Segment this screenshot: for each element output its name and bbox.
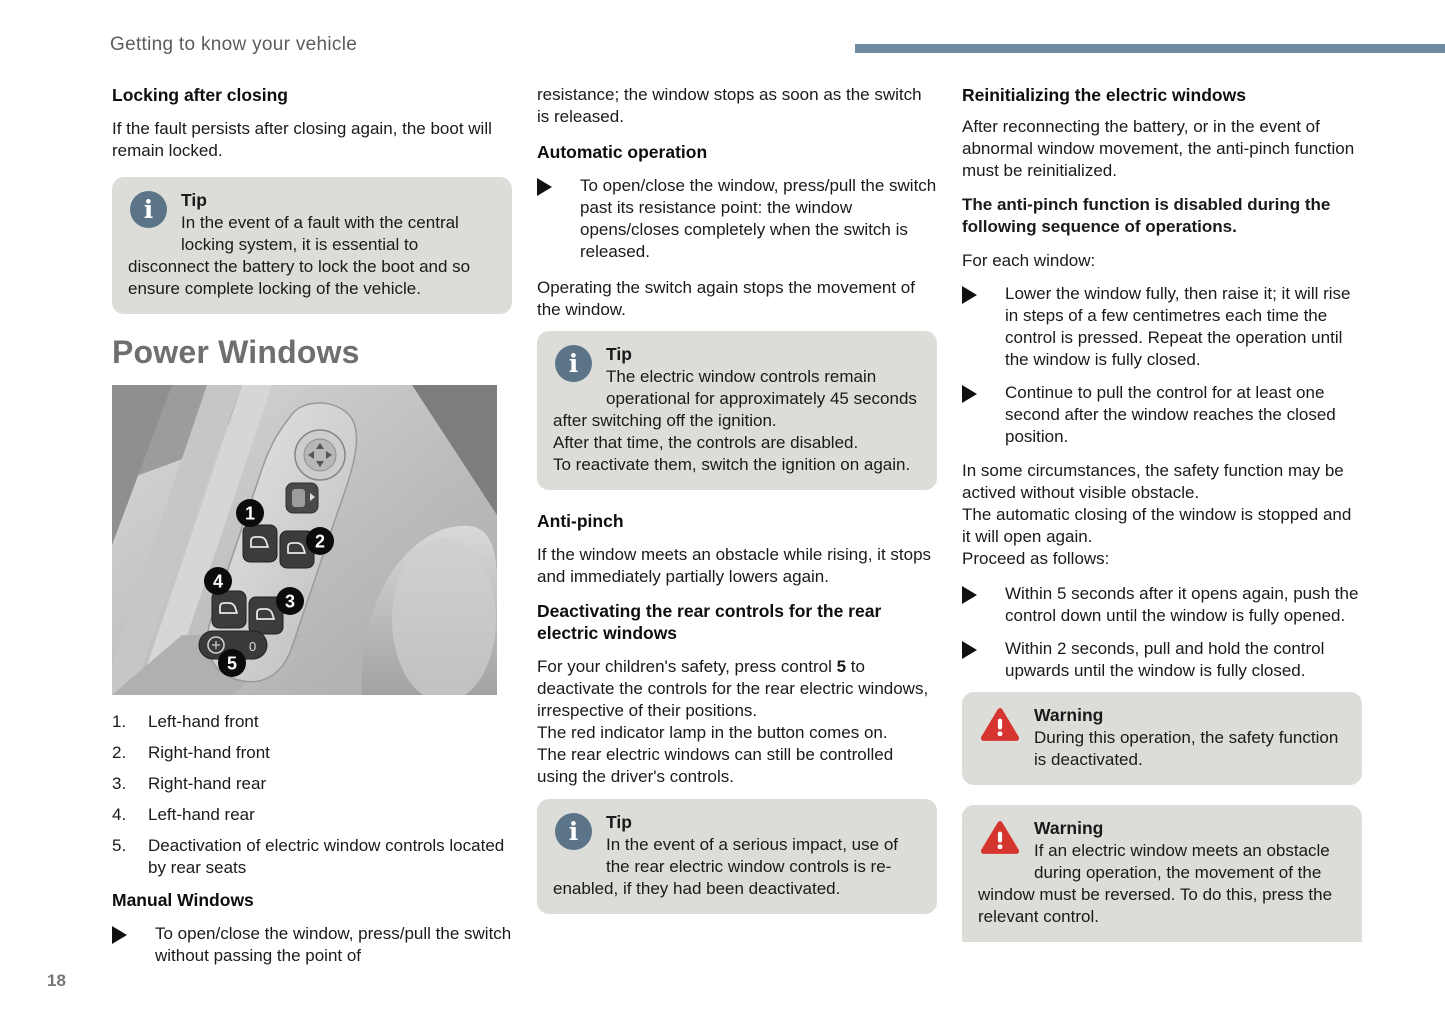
- instruction-bullet: [962, 583, 1362, 627]
- instruction-bullet: [537, 175, 937, 263]
- paragraph: resistance; the window stops as soon as the switch is released.: [537, 85, 922, 126]
- heading-manual-windows: Manual Windows: [112, 890, 254, 910]
- instruction-bullet: [962, 638, 1362, 682]
- list-text: Deactivation of electric window controls located by rear seats: [148, 836, 505, 877]
- tip-box-ignition: [537, 331, 937, 490]
- list-text: Left-hand rear: [148, 805, 255, 824]
- paragraph: [537, 656, 937, 788]
- arrow-bullet-icon: [962, 641, 993, 659]
- bullet-text: Within 5 seconds after it opens again, push the control down until the window is fully opened.: [1005, 584, 1359, 625]
- instruction-bullet: [962, 283, 1362, 371]
- paragraph: [962, 460, 1362, 570]
- instruction-bullet: [112, 923, 512, 967]
- svg-text:1: 1: [244, 503, 256, 524]
- callout-5: [218, 649, 246, 677]
- column-1: [112, 84, 512, 978]
- paragraph-text: The automatic closing of the window is stopped and it will open again.: [962, 505, 1352, 546]
- list-text: Right-hand rear: [148, 774, 267, 793]
- page-number: 18: [47, 971, 66, 990]
- warning-box-obstacle: [962, 805, 1362, 942]
- arrow-bullet-icon: [112, 926, 143, 944]
- paragraph-text: The red indicator lamp in the button comes on.: [537, 723, 888, 742]
- list-number: 5.: [112, 836, 127, 855]
- heading-anti-pinch: Anti-pinch: [537, 511, 624, 531]
- svg-text:5: 5: [226, 653, 238, 674]
- svg-text:2: 2: [314, 531, 326, 552]
- list-item: [112, 711, 512, 733]
- control-number-bold: 5: [836, 657, 847, 676]
- list-item: [112, 773, 512, 795]
- legend-list: [112, 711, 512, 879]
- list-text: Right-hand front: [148, 743, 270, 762]
- arrow-bullet-icon: [962, 286, 993, 304]
- paragraph: Operating the switch again stops the movement of the window.: [537, 278, 915, 319]
- callout-3: [276, 587, 304, 615]
- paragraph-text: to deactivate the controls for the rear electric windows, irrespective of their positions.: [537, 657, 929, 720]
- bullet-text: To open/close the window, press/pull the switch without passing the point of: [155, 924, 512, 965]
- column-3: [962, 84, 1362, 942]
- bullet-text: Continue to pull the control for at least one second after the window reaches the closed position.: [1005, 383, 1336, 446]
- warning-box-safety: [962, 692, 1362, 785]
- callout-1: [236, 499, 264, 527]
- bullet-text: Within 2 seconds, pull and hold the control upwards until the window is fully closed.: [1005, 639, 1325, 680]
- tip-text: After that time, the controls are disabled.: [553, 433, 859, 452]
- paragraph-text: Proceed as follows:: [962, 549, 1110, 568]
- paragraph-text: For your children's safety, press control: [537, 657, 837, 676]
- info-icon: [555, 345, 592, 382]
- svg-text:4: 4: [212, 571, 224, 592]
- door-panel-illustration: [112, 385, 497, 695]
- tip-text: In the event of a fault with the central locking system, it is essential to disconnect the battery to lock the boot and so ensure complete locking of the vehicle.: [128, 213, 471, 298]
- bullet-text: To open/close the window, press/pull the switch past its resistance point: the window opens/closes completely when the switch is released.: [580, 176, 937, 261]
- window-switch-left-rear: [212, 591, 246, 628]
- warning-triangle-icon: [980, 706, 1020, 743]
- warning-triangle-icon: [980, 819, 1020, 856]
- list-item: [112, 804, 512, 826]
- callout-2: [306, 527, 334, 555]
- list-item: [112, 742, 512, 764]
- tip-title: Tip: [606, 344, 632, 364]
- paragraph-text: In some circumstances, the safety function may be actived without visible obstacle.: [962, 461, 1344, 502]
- window-switch-left-front: [243, 525, 277, 562]
- breadcrumb: Getting to know your vehicle: [110, 34, 358, 55]
- arrow-bullet-icon: [962, 586, 993, 604]
- tip-text: The electric window controls remain operational for approximately 45 seconds after switching off the ignition.: [553, 367, 917, 430]
- mirror-adjust-dial: [295, 430, 345, 480]
- list-number: 4.: [112, 805, 127, 824]
- heading-reinitializing: Reinitializing the electric windows: [962, 85, 1246, 105]
- list-item: [112, 835, 512, 879]
- svg-text:3: 3: [284, 591, 296, 612]
- arrow-bullet-icon: [537, 178, 568, 196]
- info-icon-glyph: i: [555, 813, 592, 850]
- heading-deactivating-rear-controls: Deactivating the rear controls for the rear electric windows: [537, 601, 882, 643]
- list-number: 3.: [112, 774, 127, 793]
- paragraph: If the fault persists after closing again, the boot will remain locked.: [112, 119, 492, 160]
- tip-title: Tip: [181, 190, 207, 210]
- info-icon-glyph: i: [130, 191, 167, 228]
- paragraph: For each window:: [962, 251, 1096, 270]
- paragraph-text: The rear electric windows can still be controlled using the driver's controls.: [537, 745, 894, 786]
- warning-icon: [980, 706, 1020, 749]
- warning-title: Warning: [1034, 705, 1104, 725]
- column-2: [537, 84, 937, 934]
- tip-title: Tip: [606, 812, 632, 832]
- warning-text: During this operation, the safety function is deactivated.: [1034, 728, 1339, 769]
- warning-icon: [980, 819, 1020, 862]
- bullet-text: Lower the window fully, then raise it; it will rise in steps of a few centimetres each time the control is pressed. Repeat the operation until the window is fully closed.: [1005, 284, 1351, 369]
- armrest-highlight: [392, 538, 496, 695]
- callout-4: [204, 567, 232, 595]
- arrow-bullet-icon: [962, 385, 993, 403]
- heading-locking-after-closing: Locking after closing: [112, 85, 288, 105]
- tip-text: To reactivate them, switch the ignition on again.: [553, 455, 911, 474]
- paragraph: After reconnecting the battery, or in the event of abnormal window movement, the anti-pinch function must be reinitialized.: [962, 117, 1355, 180]
- info-icon: [130, 191, 167, 228]
- warning-text: If an electric window meets an obstacle during operation, the movement of the window must be reversed. To do this, press the relevant control.: [978, 841, 1333, 926]
- paragraph-bold: The anti-pinch function is disabled during the following sequence of operations.: [962, 195, 1331, 236]
- paragraph: If the window meets an obstacle while rising, it stops and immediately partially lowers again.: [537, 545, 932, 586]
- mirror-selector-switch: [286, 483, 318, 513]
- list-text: Left-hand front: [148, 712, 259, 731]
- zero-label: 0: [249, 639, 257, 654]
- section-title-power-windows: Power Windows: [112, 334, 360, 370]
- info-icon: [555, 813, 592, 850]
- warning-title: Warning: [1034, 818, 1104, 838]
- list-number: 2.: [112, 743, 127, 762]
- list-number: 1.: [112, 712, 127, 731]
- tip-box-central-locking: [112, 177, 512, 314]
- tip-text: In the event of a serious impact, use of the rear electric window controls is re-enabled, if they had been deactivated.: [553, 835, 898, 898]
- heading-automatic-operation: Automatic operation: [537, 142, 708, 162]
- header-accent-bar: [855, 44, 1445, 53]
- info-icon-glyph: i: [555, 345, 592, 382]
- figure-door-window-controls: [112, 385, 497, 695]
- instruction-bullet: [962, 382, 1362, 448]
- tip-box-impact: [537, 799, 937, 914]
